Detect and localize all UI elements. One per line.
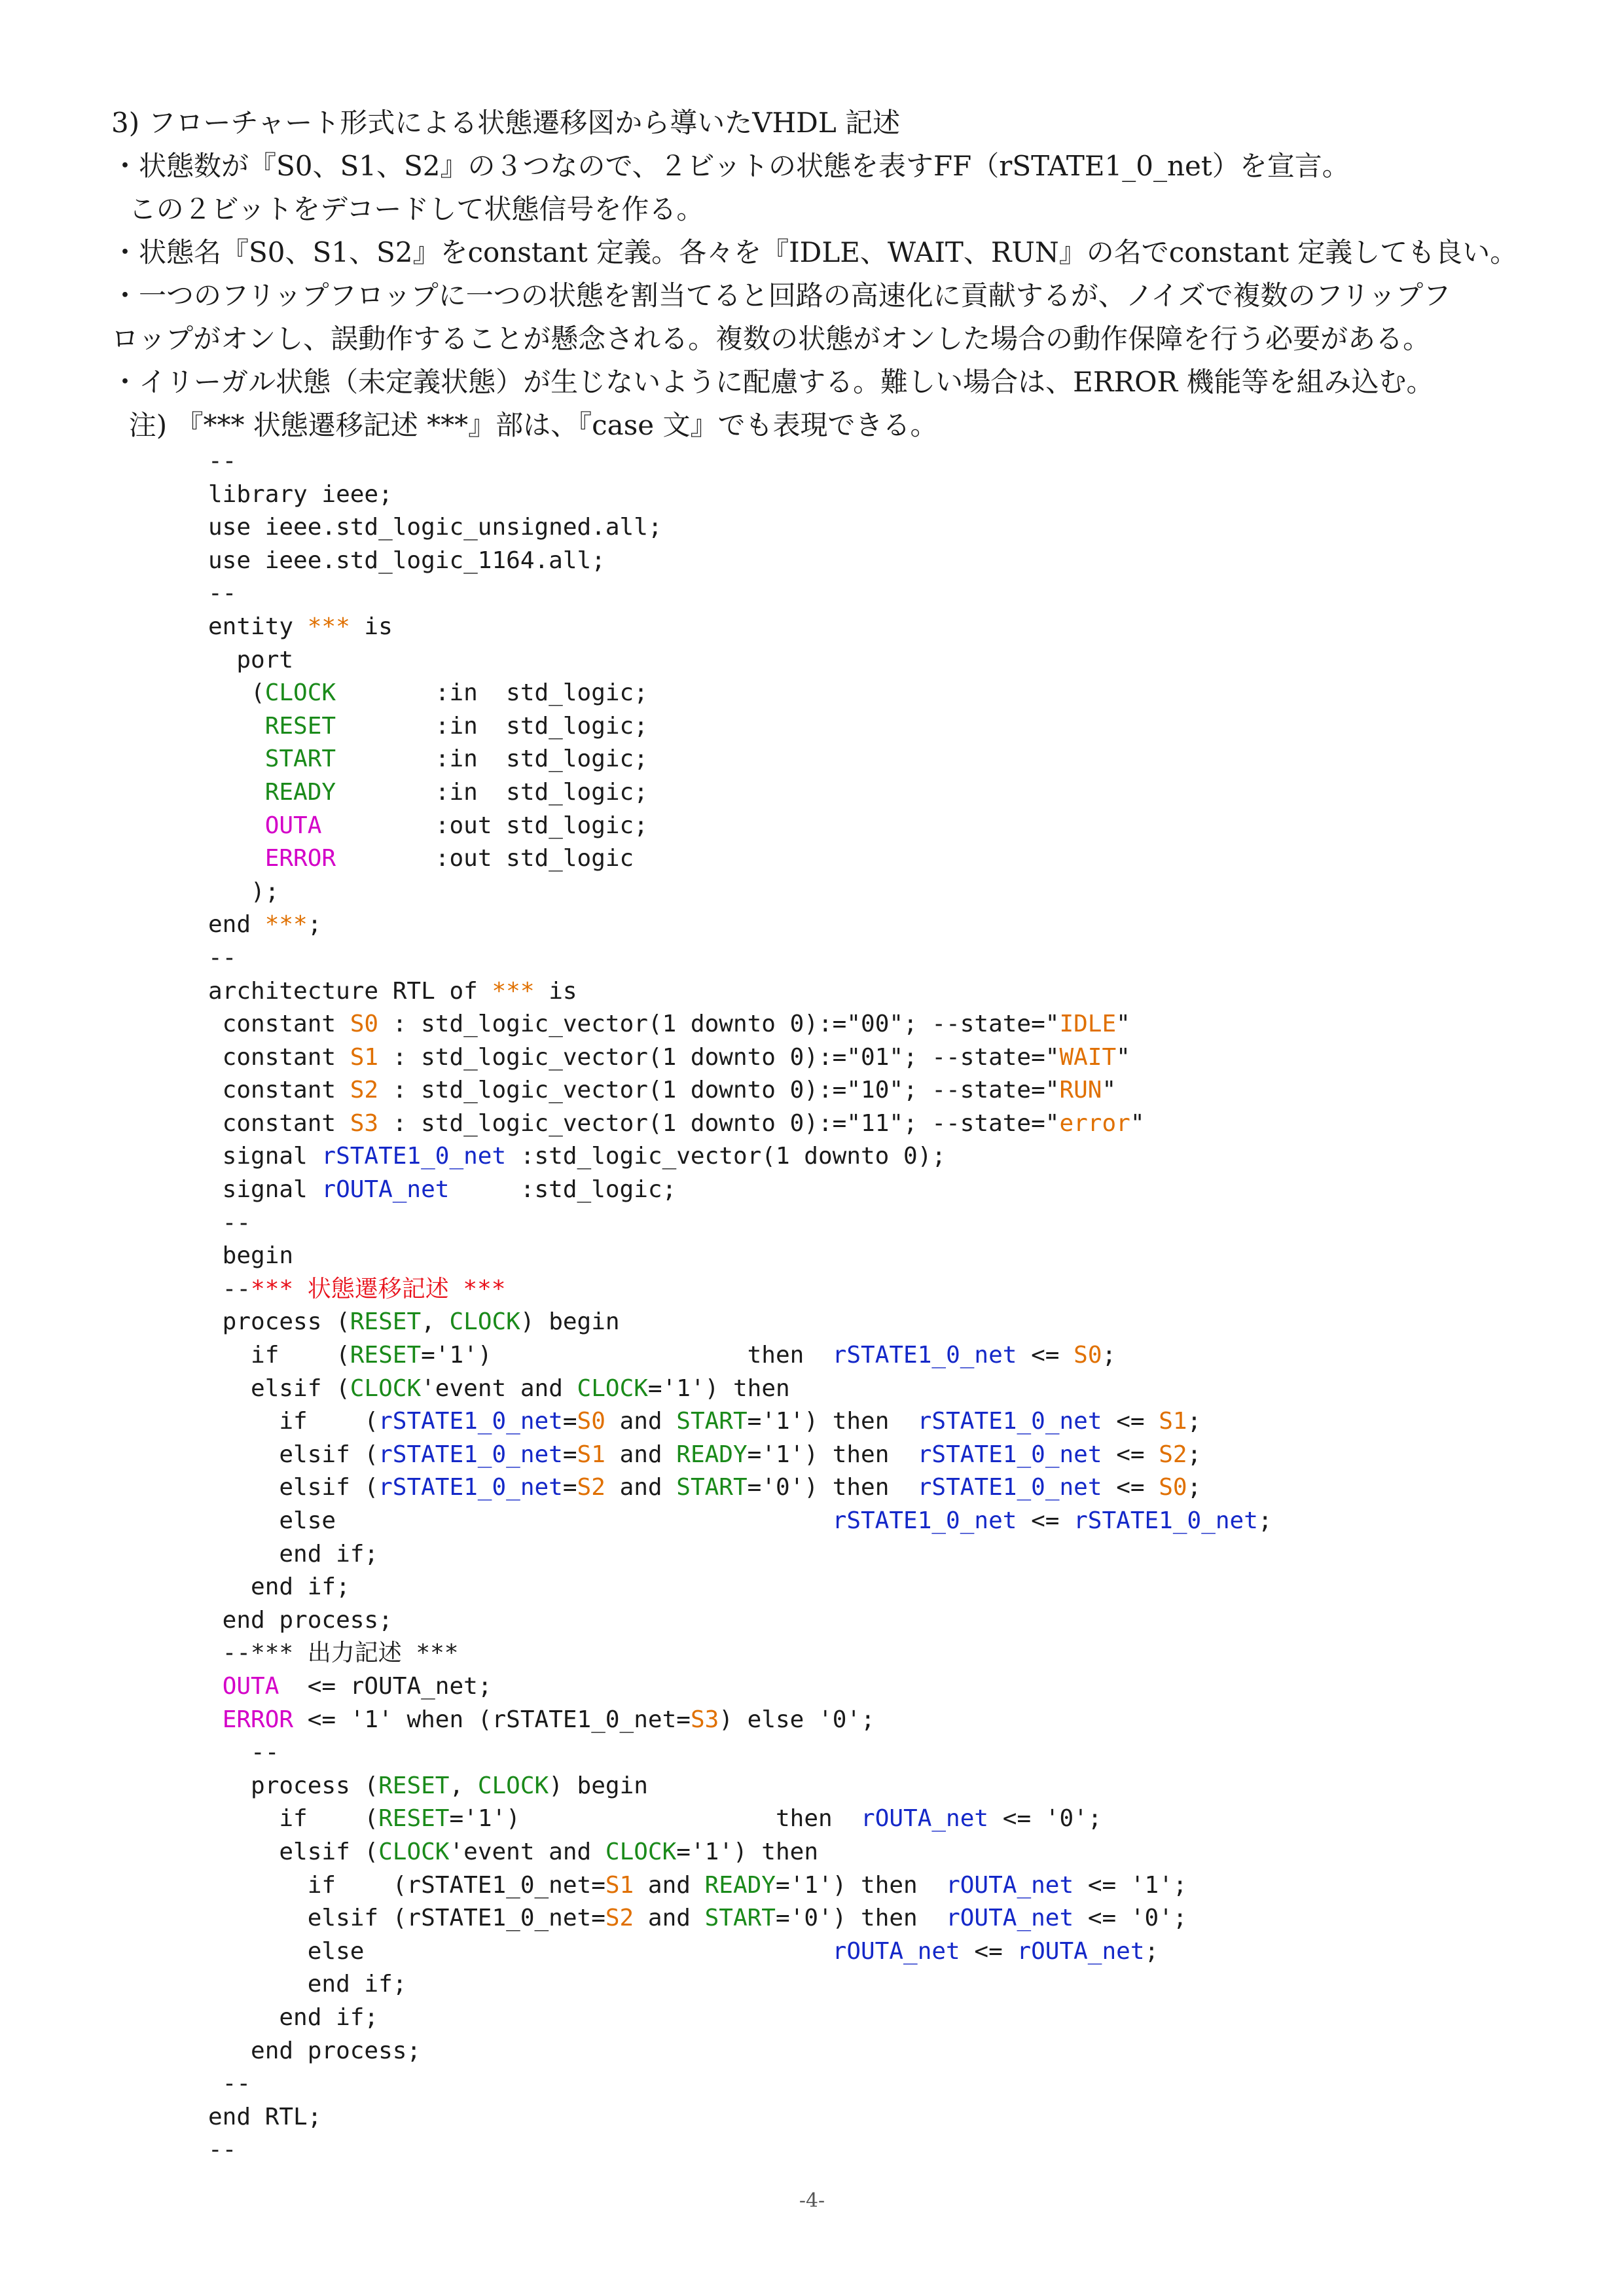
code-token <box>208 713 265 740</box>
code-token: rSTATE1_0_net <box>378 1408 563 1435</box>
code-token: rOUTA_net <box>861 1805 989 1833</box>
code-line <box>208 1207 1517 1240</box>
code-line <box>208 1471 1517 1505</box>
code-token: :std_logic; <box>449 1176 677 1204</box>
code-token: rSTATE1_0_net <box>917 1441 1102 1468</box>
code-token: READY <box>264 778 336 806</box>
code-token: CLOCK <box>449 1308 520 1336</box>
code-token: else <box>208 1507 833 1534</box>
code-token: signal <box>208 1143 322 1170</box>
code-token: :in std_logic; <box>336 679 648 707</box>
code-token: OUTA <box>264 812 322 839</box>
code-token: CLOCK <box>577 1374 648 1402</box>
code-line <box>208 1968 1517 2001</box>
code-token: elsif ( <box>208 1441 379 1468</box>
code-token: end if; <box>208 1971 407 1998</box>
code-token: : std_logic_vector(1 downto 0):="01"; --state=" <box>378 1043 1060 1071</box>
code-token: -- <box>208 2136 237 2164</box>
code-token <box>208 779 265 806</box>
code-token: ='1') then <box>747 1408 918 1435</box>
code-line <box>208 1107 1517 1141</box>
code-line <box>208 445 1517 478</box>
code-token: : std_logic_vector(1 downto 0):="10"; --state=" <box>378 1077 1060 1104</box>
code-token: constant <box>208 1109 350 1137</box>
code-token: CLOCK <box>477 1772 549 1799</box>
code-token: OUTA <box>222 1672 280 1700</box>
code-token: <= <box>1102 1441 1159 1468</box>
code-token: end RTL; <box>208 2103 322 2130</box>
code-line <box>208 1074 1517 1107</box>
code-token: READY <box>704 1871 776 1899</box>
code-token: RESET <box>378 1772 450 1799</box>
code-token: elsif ( <box>208 1374 350 1402</box>
code-token: entity <box>208 613 308 640</box>
code-token: end if; <box>208 1573 350 1601</box>
code-token: :in std_logic; <box>336 778 648 806</box>
code-token: if ( <box>208 1342 350 1369</box>
code-line <box>208 743 1517 776</box>
code-line <box>208 776 1517 810</box>
code-token: START <box>676 1474 748 1501</box>
code-token: signal <box>208 1176 322 1204</box>
code-token <box>208 1673 223 1700</box>
code-token: <= <box>960 1937 1017 1965</box>
code-token: S0 <box>350 1011 379 1038</box>
code-token: S2 <box>1159 1441 1187 1468</box>
code-token: elsif ( <box>208 1474 379 1501</box>
code-token: -- <box>208 448 237 475</box>
code-line <box>208 577 1517 611</box>
code-line <box>208 2134 1517 2167</box>
code-line <box>208 478 1517 512</box>
code-token: S1 <box>605 1871 634 1899</box>
code-line <box>208 2035 1517 2068</box>
code-line <box>208 1339 1517 1372</box>
code-token: :in std_logic; <box>336 712 648 740</box>
code-token: ); <box>208 878 280 905</box>
code-token: architecture RTL of <box>208 977 492 1005</box>
code-token: S3 <box>350 1109 379 1137</box>
code-line <box>208 1637 1517 1670</box>
code-line <box>208 1604 1517 1638</box>
code-token: S0 <box>1074 1342 1102 1369</box>
code-token: = <box>562 1441 577 1468</box>
code-line <box>208 1571 1517 1604</box>
code-token: rSTATE1_0_net <box>832 1342 1017 1369</box>
code-token: ='1') then <box>676 1838 819 1865</box>
code-token: and <box>605 1474 677 1501</box>
code-token: -- <box>208 1739 280 1767</box>
code-line <box>208 1736 1517 1770</box>
vhdl-code-block <box>208 445 1517 2167</box>
code-token: rSTATE1_0_net <box>1074 1507 1258 1534</box>
code-line <box>208 1869 1517 1903</box>
code-token: and <box>605 1441 677 1468</box>
code-token: RESET <box>264 712 336 740</box>
code-token <box>208 1706 223 1733</box>
code-token: START <box>704 1905 776 1932</box>
paragraph-constant-def: ・状態名『S0、S1、S2』をconstant 定義。各々を『IDLE、WAIT、RUN』の名でconstant 定義しても良い。 <box>111 236 1518 268</box>
code-token: -- <box>208 2070 251 2098</box>
code-token <box>208 745 265 772</box>
page-number: -4- <box>799 2189 825 2212</box>
code-line <box>208 2068 1517 2101</box>
code-token: rSTATE1_0_net <box>378 1474 563 1501</box>
code-token: RUN <box>1059 1077 1102 1104</box>
code-token: :in std_logic; <box>336 745 648 773</box>
code-token: : std_logic_vector(1 downto 0):="00"; --state=" <box>378 1011 1060 1038</box>
code-token: -- <box>208 944 237 971</box>
code-token: -- <box>208 580 237 607</box>
code-line <box>208 1538 1517 1571</box>
code-token: ; <box>1187 1474 1202 1501</box>
paragraph-illegal-state: ・イリーガル状態（未定義状態）が生じないように配慮する。難しい場合は、ERROR 機能等を組み込む。 <box>111 366 1434 398</box>
code-line <box>208 1836 1517 1869</box>
code-token: ='0') then <box>775 1905 947 1932</box>
code-token: rOUTA_net <box>832 1937 960 1965</box>
code-token: RESET <box>378 1805 450 1833</box>
code-token: ; <box>1257 1507 1272 1534</box>
code-line <box>208 677 1517 710</box>
code-token: *** <box>492 977 535 1005</box>
code-token: ; <box>1102 1342 1117 1369</box>
code-token: rSTATE1_0_net <box>917 1474 1102 1501</box>
code-token: <= <box>1017 1342 1074 1369</box>
code-line <box>208 1008 1517 1041</box>
code-token: = <box>562 1474 577 1501</box>
paragraph-decode: この２ビットをデコードして状態信号を作る。 <box>111 193 704 225</box>
code-token: rSTATE1_0_net <box>378 1441 563 1468</box>
code-token: <= <box>1102 1474 1159 1501</box>
code-token: READY <box>676 1441 748 1468</box>
code-token: end process; <box>208 1606 393 1634</box>
code-token: CLOCK <box>264 679 336 707</box>
code-token: :out std_logic; <box>321 812 648 839</box>
code-token: port <box>208 646 294 673</box>
code-line <box>208 644 1517 677</box>
code-token: *** <box>264 911 308 939</box>
code-token: end <box>208 911 265 939</box>
code-token: S2 <box>577 1474 605 1501</box>
code-token: elsif (rSTATE1_0_net= <box>208 1905 605 1932</box>
code-token: ) begin <box>520 1308 620 1336</box>
code-token <box>208 812 265 839</box>
code-line <box>208 2001 1517 2035</box>
code-token: ='1') then <box>747 1441 918 1468</box>
code-line <box>208 1505 1517 1538</box>
code-token: constant <box>208 1011 350 1038</box>
paragraph-flipflop-cont: ロップがオンし、誤動作することが懸念される。複数の状態がオンした場合の動作保障を行う必要がある。 <box>111 323 1431 355</box>
code-token: ERROR <box>222 1706 294 1733</box>
code-line <box>208 810 1517 843</box>
code-token: rOUTA_net <box>946 1905 1074 1932</box>
code-token: constant <box>208 1043 350 1071</box>
code-token: ) begin <box>549 1772 648 1799</box>
code-line <box>208 1770 1517 1803</box>
code-token: ='1') then <box>775 1871 947 1899</box>
code-token: 'event and <box>449 1838 605 1865</box>
code-token: use ieee.std_logic_unsigned.all; <box>208 514 662 541</box>
code-token: S1 <box>1159 1408 1187 1435</box>
section-heading: 3) フローチャート形式による状態遷移図から導いたVHDL 記述 <box>111 107 901 139</box>
code-token: , <box>449 1772 478 1799</box>
code-token: -- <box>208 1275 251 1302</box>
code-token: *** 状態遷移記述 *** <box>251 1275 506 1302</box>
code-line <box>208 1704 1517 1737</box>
code-token: <= <box>1017 1507 1074 1534</box>
code-token: 'event and <box>421 1374 577 1402</box>
code-token: else <box>208 1937 833 1965</box>
code-token: <= '1' when (rSTATE1_0_net= <box>293 1706 691 1733</box>
code-token: " <box>1116 1011 1130 1038</box>
code-token: ='1') then <box>449 1805 861 1833</box>
code-token: if (rSTATE1_0_net= <box>208 1871 605 1899</box>
code-token: START <box>676 1408 748 1435</box>
code-token: CLOCK <box>350 1374 422 1402</box>
code-token: S3 <box>690 1706 719 1733</box>
code-token: ='0') then <box>747 1474 918 1501</box>
code-token: ; <box>307 911 322 939</box>
code-line <box>208 1240 1517 1273</box>
code-token: <= <box>1102 1408 1159 1435</box>
code-token: S2 <box>605 1905 634 1932</box>
code-token: end if; <box>208 2003 379 2031</box>
code-line <box>208 1439 1517 1472</box>
code-token: error <box>1059 1109 1130 1137</box>
code-token: and <box>634 1871 705 1899</box>
code-token: ='1') then <box>421 1342 833 1369</box>
code-line <box>208 908 1517 942</box>
code-token: CLOCK <box>605 1838 677 1865</box>
code-line <box>208 975 1517 1009</box>
code-line <box>208 1902 1517 1935</box>
code-line <box>208 1670 1517 1704</box>
code-token: S2 <box>350 1077 379 1104</box>
code-token: <= rOUTA_net; <box>279 1672 492 1700</box>
code-line <box>208 545 1517 578</box>
code-token: -- <box>208 1209 251 1236</box>
code-token: is <box>534 977 577 1005</box>
code-token <box>208 845 265 872</box>
code-line <box>208 611 1517 644</box>
paragraph-flipflop: ・一つのフリップフロップに一つの状態を割当てると回路の高速化に貢献するが、ノイズで複数のフリップフ <box>111 279 1451 312</box>
code-token: S1 <box>350 1043 379 1071</box>
code-line <box>208 1405 1517 1439</box>
code-token: rSTATE1_0_net <box>321 1143 507 1170</box>
code-token: ERROR <box>264 845 336 872</box>
code-line <box>208 842 1517 876</box>
code-token: RESET <box>350 1308 422 1336</box>
code-token: begin <box>208 1242 294 1270</box>
code-token: :out std_logic <box>336 845 634 872</box>
code-line <box>208 1935 1517 1969</box>
code-token: " <box>1116 1043 1130 1071</box>
code-line <box>208 1041 1517 1075</box>
code-token: if ( <box>208 1805 379 1833</box>
code-token: if ( <box>208 1408 379 1435</box>
code-token: ; <box>1187 1408 1202 1435</box>
code-token: library ieee; <box>208 480 393 508</box>
code-token: START <box>264 745 336 773</box>
code-line <box>208 710 1517 744</box>
code-token: : std_logic_vector(1 downto 0):="11"; --state=" <box>378 1109 1060 1137</box>
code-token: ; <box>1187 1441 1202 1468</box>
paragraph-note: 注) 『*** 状態遷移記述 ***』部は、『case 文』でも表現できる。 <box>111 409 938 441</box>
code-token: --*** 出力記述 *** <box>208 1640 459 1667</box>
code-token: " <box>1102 1077 1117 1104</box>
code-token: elsif ( <box>208 1838 379 1865</box>
code-token: S0 <box>1159 1474 1187 1501</box>
code-token: rOUTA_net <box>1017 1937 1145 1965</box>
code-token: = <box>562 1408 577 1435</box>
code-token: constant <box>208 1077 350 1104</box>
code-token: rOUTA_net <box>321 1176 450 1204</box>
code-token: end process; <box>208 2037 422 2064</box>
code-token: " <box>1130 1109 1145 1137</box>
code-token: and <box>605 1408 677 1435</box>
code-token: WAIT <box>1059 1043 1117 1071</box>
code-token: ; <box>1144 1937 1159 1965</box>
code-token: ) else '0'; <box>719 1706 875 1733</box>
code-token: rSTATE1_0_net <box>832 1507 1017 1534</box>
document-body <box>111 101 1525 447</box>
code-token: <= '0'; <box>1074 1905 1187 1932</box>
code-token: end if; <box>208 1540 379 1568</box>
code-line <box>208 1803 1517 1836</box>
code-token: RESET <box>350 1342 422 1369</box>
code-token: S1 <box>577 1441 605 1468</box>
code-line <box>208 511 1517 545</box>
paragraph-state-count: ・状態数が『S0、S1、S2』の３つなので、２ビットの状態を表すFF（rSTATE1_0_net）を宣言。 <box>111 150 1350 182</box>
code-line <box>208 2101 1517 2134</box>
code-token: process ( <box>208 1308 350 1336</box>
code-line <box>208 1273 1517 1306</box>
code-token: ='1') then <box>647 1374 790 1402</box>
code-line <box>208 876 1517 909</box>
code-line <box>208 1306 1517 1339</box>
code-token: , <box>421 1308 450 1336</box>
code-token: and <box>634 1905 705 1932</box>
code-line <box>208 942 1517 975</box>
code-line <box>208 1372 1517 1406</box>
code-token: ( <box>208 679 265 707</box>
code-token: process ( <box>208 1772 379 1799</box>
code-token: use ieee.std_logic_1164.all; <box>208 547 605 574</box>
code-token: IDLE <box>1059 1011 1117 1038</box>
code-line <box>208 1140 1517 1174</box>
code-token: *** <box>307 613 350 640</box>
code-token: <= '0'; <box>988 1805 1102 1833</box>
code-line <box>208 1174 1517 1207</box>
code-token: rOUTA_net <box>946 1871 1074 1899</box>
code-token: :std_logic_vector(1 downto 0); <box>506 1143 947 1170</box>
code-token: CLOCK <box>378 1838 450 1865</box>
code-token: <= '1'; <box>1074 1871 1187 1899</box>
code-token: S0 <box>577 1408 605 1435</box>
code-token: is <box>350 613 393 640</box>
code-token: rSTATE1_0_net <box>917 1408 1102 1435</box>
